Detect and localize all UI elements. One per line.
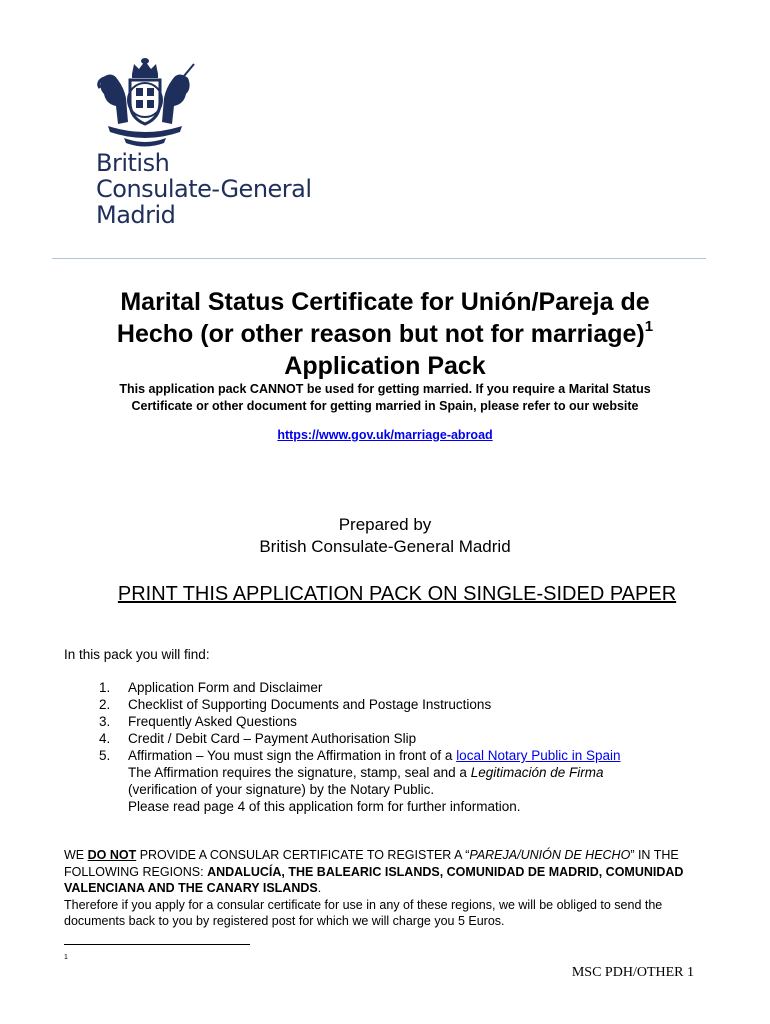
marriage-abroad-link[interactable]: https://www.gov.uk/marriage-abroad [277, 428, 493, 442]
regions-notice [64, 847, 704, 930]
list-item-number: 3. [99, 714, 111, 729]
title-footnote-ref: 1 [644, 318, 654, 335]
do-not-emphasis: DO NOT [87, 848, 137, 862]
prepared-label: Prepared by [338, 515, 432, 534]
regions-text-3: ” IN THE FOLLOWING REGIONS: [64, 848, 679, 879]
list-item-affirmation [64, 747, 704, 815]
list-item-text: Credit / Debit Card – Payment Authorisation Slip [128, 731, 417, 746]
regions-list: ANDALUCÍA, THE BALEARIC ISLANDS, COMUNIDAD DE MADRID, COMUNIDAD VALENCIANA AND THE CANARY ISLANDS [64, 864, 684, 895]
organisation-name [96, 150, 312, 228]
title-line-2 [40, 318, 730, 350]
list-item-text: Checklist of Supporting Documents and Postage Instructions [128, 697, 492, 712]
legitimacion-term: Legitimación de Firma [470, 765, 604, 780]
regions-consequence: Therefore if you apply for a consular certificate for use in any of these regions, we will be obliged to send the documents back to you by registered post for which we will charge you 5 Euros. [64, 897, 663, 928]
contents-intro: In this pack you will find: [64, 647, 210, 662]
website-link-row [40, 428, 730, 442]
list-item-text: Frequently Asked Questions [128, 714, 297, 729]
document-title [40, 286, 730, 382]
regions-text-1: WE [64, 848, 88, 862]
notary-public-link[interactable]: local Notary Public in Spain [456, 748, 621, 763]
notice-line-2: Certificate or other document for getting married in Spain, please refer to our website [131, 399, 639, 413]
affirmation-detail [128, 764, 704, 781]
print-instruction: PRINT THIS APPLICATION PACK ON SINGLE-SIDED PAPER [117, 583, 677, 605]
list-item [64, 730, 704, 747]
list-item-number: 2. [99, 697, 111, 712]
prepared-org: British Consulate-General Madrid [259, 537, 511, 556]
list-item-number: 4. [99, 731, 111, 746]
title-line-3: Application Pack [284, 352, 486, 380]
affirmation-detail-b: (verification of your signature) by the Notary Public. [128, 782, 435, 797]
pareja-term: PAREJA/UNIÓN DE HECHO [469, 848, 631, 862]
footnote-divider [64, 944, 250, 945]
notice-line-1: This application pack CANNOT be used for getting married. If you require a Marital Status [119, 382, 651, 396]
regions-text-4: . [317, 881, 322, 895]
document-code: MSC PDH/OTHER 1 [571, 965, 694, 980]
marriage-notice [40, 381, 730, 415]
list-item [64, 679, 704, 696]
prepared-by [40, 514, 730, 558]
org-line-3: Madrid [96, 201, 176, 229]
regions-text-2: PROVIDE A CONSULAR CERTIFICATE TO REGISTER A “ [136, 848, 470, 862]
list-item [64, 713, 704, 730]
title-line-1: Marital Status Certificate for Unión/Pareja de [120, 288, 650, 316]
affirmation-detail-c: Please read page 4 of this application form for further information. [128, 799, 521, 814]
header-divider [52, 258, 706, 259]
royal-coat-of-arms-logo [94, 58, 196, 148]
list-item-number: 1. [99, 680, 111, 695]
list-item-text: Affirmation – You must sign the Affirmation in front of a [128, 748, 457, 763]
affirmation-detail-a: The Affirmation requires the signature, stamp, seal and a [128, 765, 471, 780]
org-line-1: British [96, 149, 170, 177]
footnote-mark: 1 [64, 954, 68, 961]
list-item-text: Application Form and Disclaimer [128, 680, 323, 695]
list-item [64, 696, 704, 713]
contents-list [64, 679, 704, 815]
title-line-2-text: Hecho (or other reason but not for marriage) [116, 320, 645, 348]
list-item-number: 5. [99, 748, 111, 763]
org-line-2: Consulate-General [96, 175, 312, 203]
